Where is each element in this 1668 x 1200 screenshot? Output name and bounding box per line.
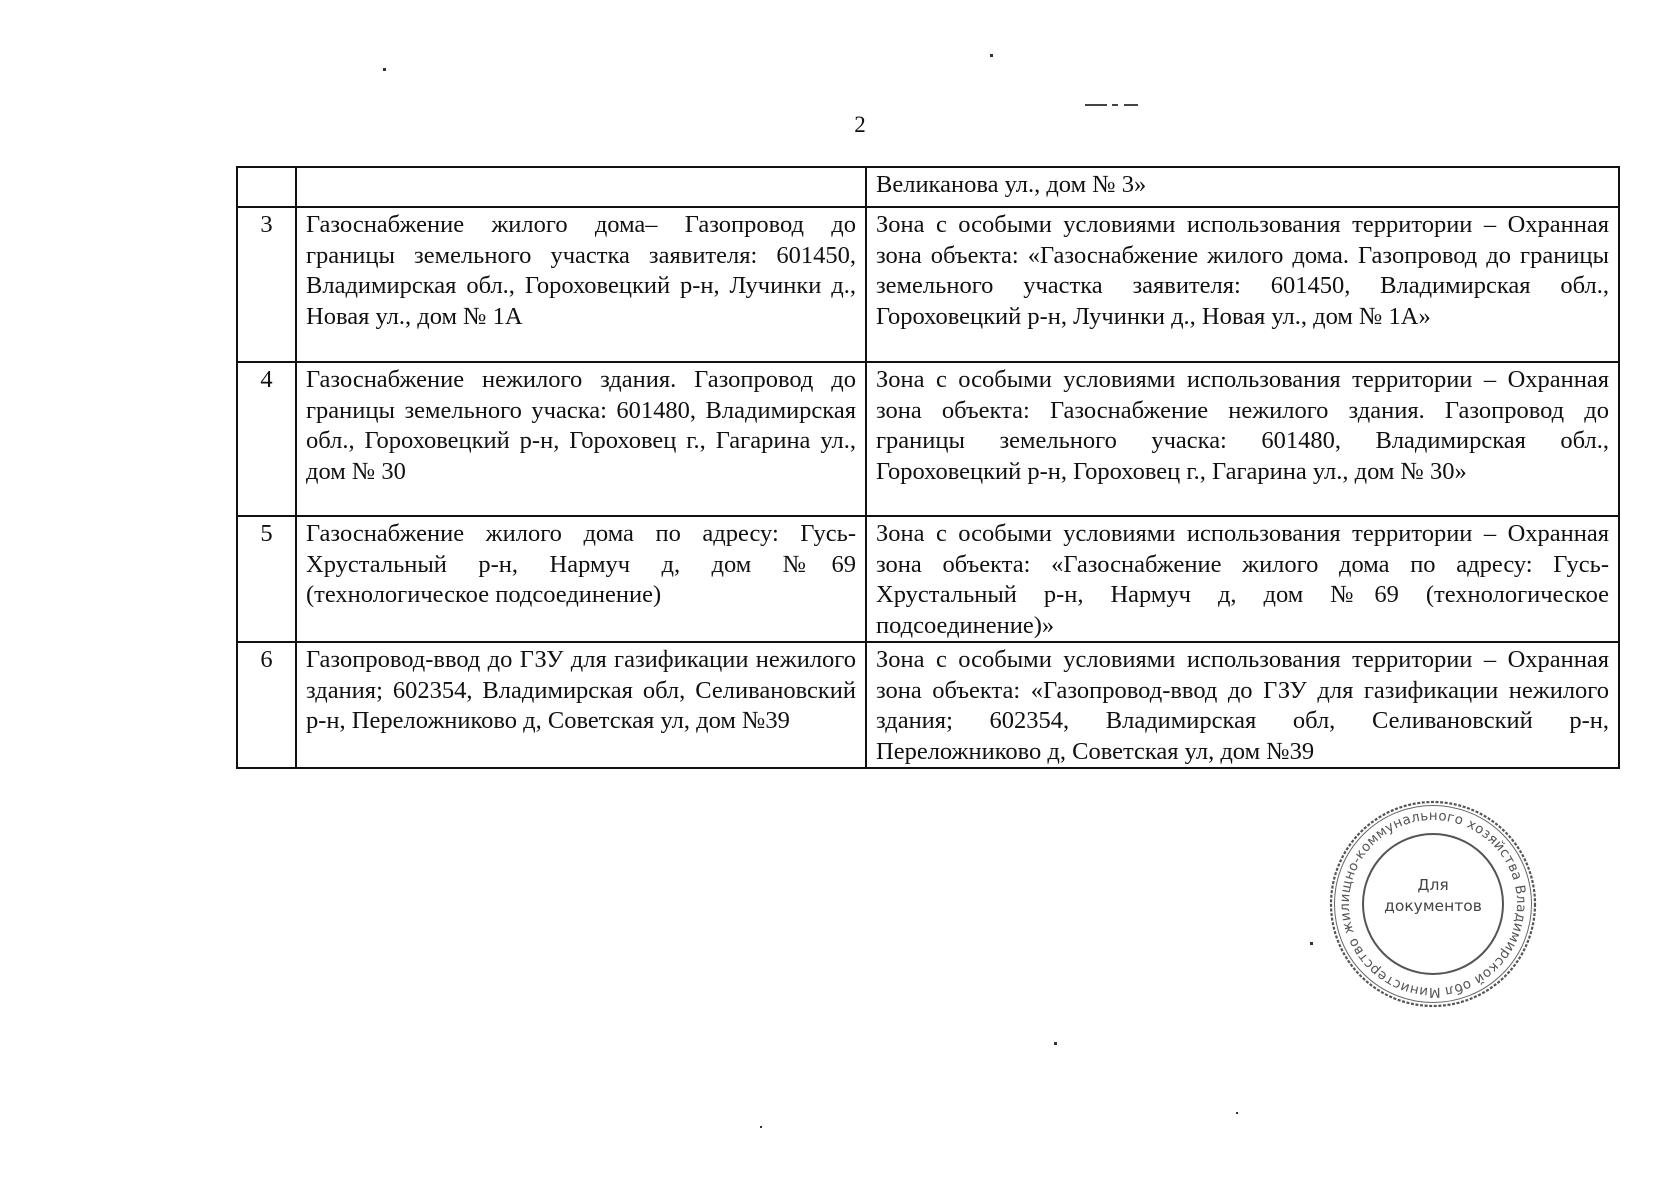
scan-speck [1236, 1112, 1238, 1114]
official-seal [1326, 797, 1540, 1011]
object-name: Газоснабжение нежилого здания. Газопровод до границы земельного учаска: 601480, Владимирская обл., Гороховецкий р-н, Гороховец г., Гагарина ул., дом № 30 [296, 362, 866, 516]
zones-table [236, 166, 1620, 769]
zone-description: Зона с особыми условиями использования территории – Охранная зона объекта: «Газоснабжение жилого дома по адресу: Гусь-Хрустальный р-н, Нармуч д, дом №69 (технологическое подсоединение)» [866, 516, 1619, 642]
table-row [237, 207, 1619, 362]
zone-description: Зона с особыми условиями использования территории – Охранная зона объекта: Газоснабжение нежилого здания. Газопровод до границы земельного учаска: 601480, Владимирская обл., Гороховецкий р-н, Гороховец г., Гагарина ул., дом № 30» [866, 362, 1619, 516]
table-row [237, 362, 1619, 516]
object-name [296, 167, 866, 207]
zone-description: Зона с особыми условиями использования территории – Охранная зона объекта: «Газоснабжение жилого дома. Газопровод до границы земельного участка заявителя: 601450, Владимирская обл., Гороховецкий р-н, Лучинки д., Новая ул., дом № 1А» [866, 207, 1619, 362]
row-number [237, 167, 296, 207]
row-number: 6 [237, 642, 296, 768]
row-number: 3 [237, 207, 296, 362]
seal-ring-text: Министерство жилищно-коммунального хозяйства Владимирской области [1336, 807, 1530, 1001]
seal-center-line: Для [1417, 876, 1449, 894]
scan-speck [1310, 942, 1313, 945]
scan-dash-mark [1124, 104, 1138, 106]
scan-dash-mark [1112, 104, 1118, 106]
scan-dash-mark [1085, 104, 1107, 106]
seal-center-line: документов [1384, 897, 1482, 915]
scan-speck [383, 68, 386, 71]
seal-center-text [1326, 875, 1540, 917]
page-number: 2 [854, 112, 866, 137]
zone-description: Великанова ул., дом № 3» [866, 167, 1619, 207]
table-row [237, 516, 1619, 642]
scan-speck [1054, 1042, 1057, 1045]
scan-speck [990, 54, 993, 57]
zone-description: Зона с особыми условиями использования территории – Охранная зона объекта: «Газопровод-ввод до ГЗУ для газификации нежилого здания; 602354, Владимирская обл, Селивановский р-н, Переложниково д, Советская ул, дом №39 [866, 642, 1619, 768]
object-name: Газоснабжение жилого дома– Газопровод до границы земельного участка заявителя: 601450, Владимирская обл., Гороховецкий р-н, Лучинки д., Новая ул., дом № 1А [296, 207, 866, 362]
object-name: Газоснабжение жилого дома по адресу: Гусь-Хрустальный р-н, Нармуч д, дом №69 (технологическое подсоединение) [296, 516, 866, 642]
table-row [237, 167, 1619, 207]
row-number: 5 [237, 516, 296, 642]
object-name: Газопровод-ввод до ГЗУ для газификации нежилого здания; 602354, Владимирская обл, Селивановский р-н, Переложниково д, Советская ул, дом №39 [296, 642, 866, 768]
scan-speck [760, 1126, 762, 1128]
row-number: 4 [237, 362, 296, 516]
table-row [237, 642, 1619, 768]
